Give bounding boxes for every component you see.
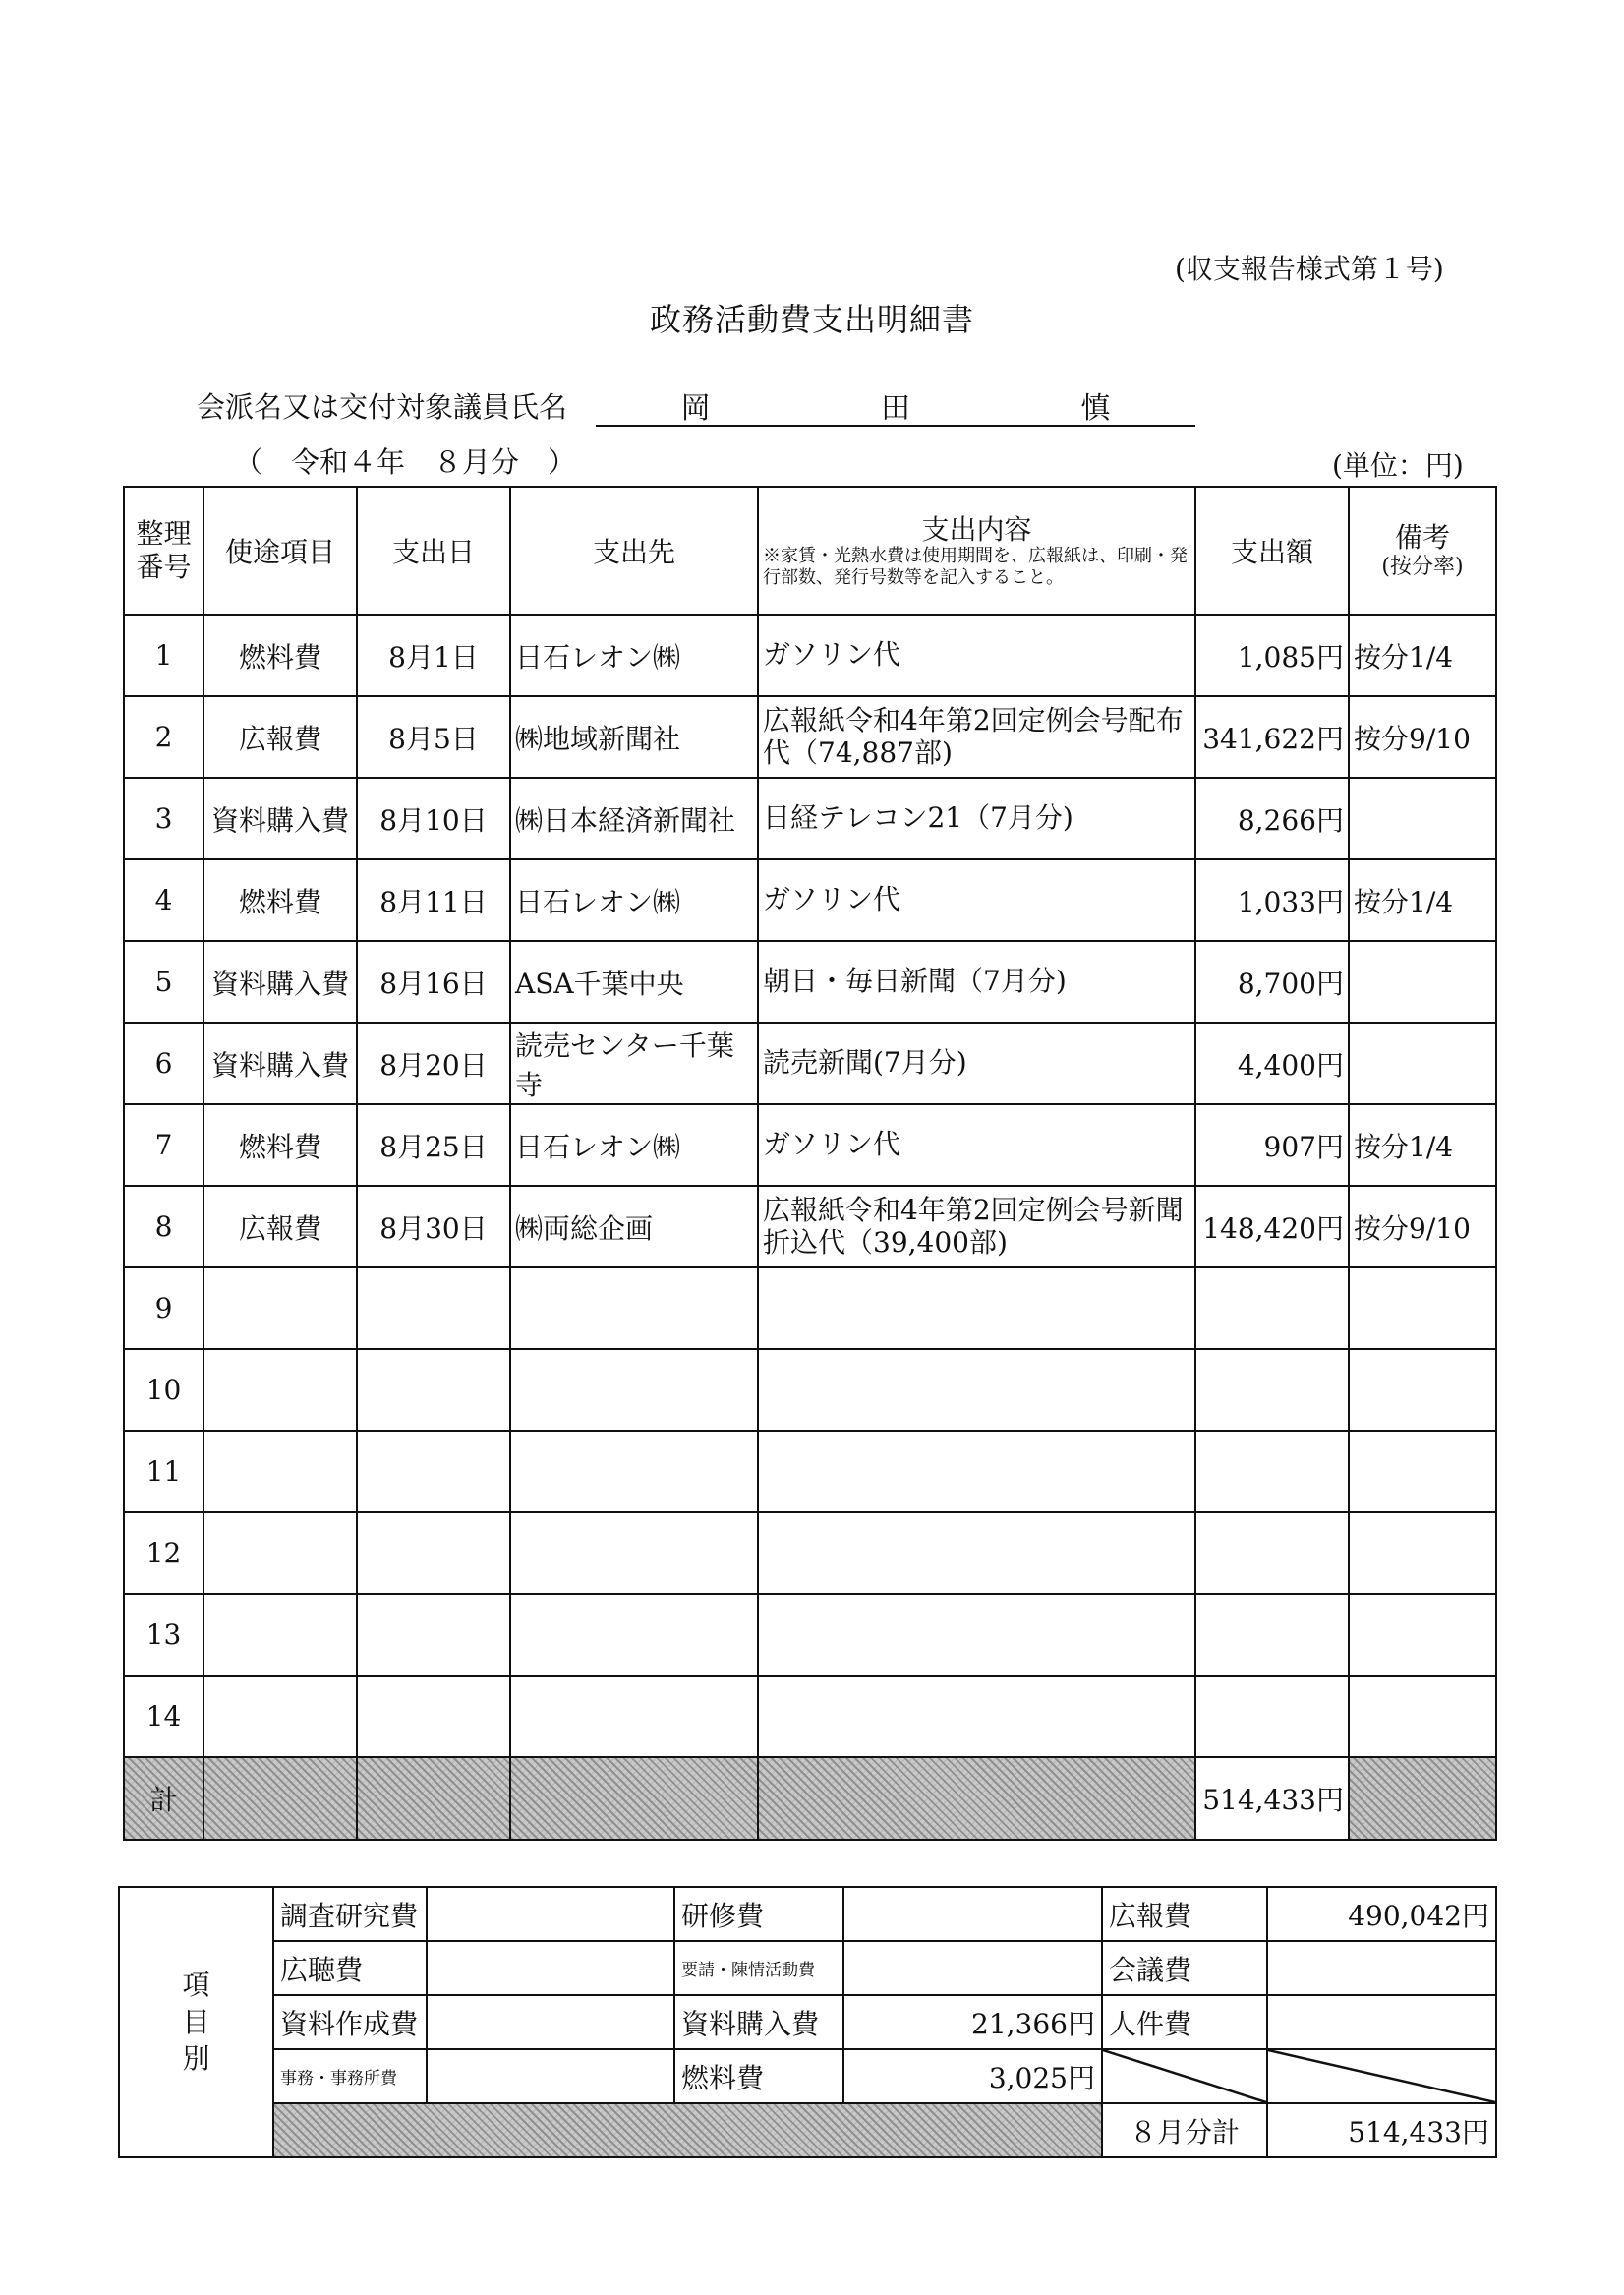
cell-purpose: 燃料費 bbox=[203, 859, 357, 941]
cell-amount: 341,622円 bbox=[1195, 696, 1349, 778]
cell-payee: 読売センター千葉寺 bbox=[510, 1023, 758, 1104]
cell-remarks: 按分1/4 bbox=[1349, 615, 1496, 696]
month-total-value: 514,433円 bbox=[1267, 2103, 1496, 2157]
hatched-cell bbox=[1349, 1757, 1496, 1840]
cell-date bbox=[357, 1594, 510, 1676]
diagonal-blank-cell bbox=[1267, 2049, 1496, 2103]
category-value bbox=[1267, 1941, 1496, 1995]
table-row bbox=[124, 615, 1496, 696]
cell-purpose: 広報費 bbox=[203, 696, 357, 778]
cell-content: 読売新聞(7月分) bbox=[758, 1023, 1195, 1104]
category-label: 人件費 bbox=[1102, 1995, 1267, 2049]
cell-date: 8月25日 bbox=[357, 1104, 510, 1186]
cell-no: 14 bbox=[124, 1676, 203, 1757]
cell-no: 2 bbox=[124, 696, 203, 778]
cell-content: 広報紙令和4年第2回定例会号新聞折込代（39,400部) bbox=[758, 1186, 1195, 1267]
category-label: 会議費 bbox=[1102, 1941, 1267, 1995]
cell-no: 7 bbox=[124, 1104, 203, 1186]
cell-amount bbox=[1195, 1267, 1349, 1349]
total-amount: 514,433円 bbox=[1195, 1757, 1349, 1840]
category-value bbox=[427, 1887, 674, 1941]
hatched-cell bbox=[510, 1757, 758, 1840]
hatched-cell bbox=[203, 1757, 357, 1840]
cell-purpose: 広報費 bbox=[203, 1186, 357, 1267]
cell-payee bbox=[510, 1267, 758, 1349]
category-summary-table bbox=[118, 1886, 1497, 2158]
cell-date bbox=[357, 1676, 510, 1757]
cell-payee bbox=[510, 1594, 758, 1676]
cell-amount: 148,420円 bbox=[1195, 1186, 1349, 1267]
cell-amount: 8,266円 bbox=[1195, 778, 1349, 859]
cell-remarks bbox=[1349, 941, 1496, 1023]
cell-remarks bbox=[1349, 1267, 1496, 1349]
table-row bbox=[124, 1104, 1496, 1186]
category-value bbox=[1267, 1995, 1496, 2049]
col-header-date: 支出日 bbox=[357, 487, 510, 615]
cell-date: 8月30日 bbox=[357, 1186, 510, 1267]
cell-purpose: 燃料費 bbox=[203, 615, 357, 696]
cell-payee: ㈱日本経済新聞社 bbox=[510, 778, 758, 859]
cell-remarks bbox=[1349, 778, 1496, 859]
cell-purpose bbox=[203, 1676, 357, 1757]
category-value: 21,366円 bbox=[843, 1995, 1102, 2049]
cell-payee bbox=[510, 1512, 758, 1594]
category-side-label bbox=[119, 1887, 273, 2157]
month-total-row bbox=[119, 2103, 1496, 2157]
cell-content bbox=[758, 1431, 1195, 1512]
category-label: 広聴費 bbox=[273, 1941, 427, 1995]
category-row bbox=[119, 1941, 1496, 1995]
cell-date: 8月10日 bbox=[357, 778, 510, 859]
cell-purpose bbox=[203, 1349, 357, 1431]
cell-content bbox=[758, 1676, 1195, 1757]
cell-no: 5 bbox=[124, 941, 203, 1023]
cell-purpose bbox=[203, 1594, 357, 1676]
cell-amount: 1,033円 bbox=[1195, 859, 1349, 941]
table-row bbox=[124, 696, 1496, 778]
cell-amount bbox=[1195, 1512, 1349, 1594]
table-row bbox=[124, 941, 1496, 1023]
cell-amount bbox=[1195, 1594, 1349, 1676]
category-label: 広報費 bbox=[1102, 1887, 1267, 1941]
hatched-cell bbox=[758, 1757, 1195, 1840]
cell-content bbox=[758, 1594, 1195, 1676]
cell-content: ガソリン代 bbox=[758, 615, 1195, 696]
category-label: 要請・陳情活動費 bbox=[674, 1941, 843, 1995]
unit-label: (単位：円) bbox=[1332, 449, 1464, 482]
cell-payee: ㈱両総企画 bbox=[510, 1186, 758, 1267]
cell-payee: 日石レオン㈱ bbox=[510, 1104, 758, 1186]
table-row bbox=[124, 1594, 1496, 1676]
cell-date bbox=[357, 1431, 510, 1512]
cell-date bbox=[357, 1267, 510, 1349]
table-row bbox=[124, 1349, 1496, 1431]
cell-remarks bbox=[1349, 1676, 1496, 1757]
cell-no: 13 bbox=[124, 1594, 203, 1676]
col-header-number: 整理 番号 bbox=[124, 487, 203, 615]
category-label: 資料購入費 bbox=[674, 1995, 843, 2049]
category-value bbox=[843, 1941, 1102, 1995]
cell-remarks: 按分1/4 bbox=[1349, 1104, 1496, 1186]
cell-remarks: 按分9/10 bbox=[1349, 696, 1496, 778]
category-label: 燃料費 bbox=[674, 2049, 843, 2103]
cell-content bbox=[758, 1512, 1195, 1594]
cell-payee bbox=[510, 1349, 758, 1431]
table-row bbox=[124, 1676, 1496, 1757]
table-row bbox=[124, 1023, 1496, 1104]
category-row bbox=[119, 1887, 1496, 1941]
cell-no: 11 bbox=[124, 1431, 203, 1512]
cell-no: 3 bbox=[124, 778, 203, 859]
cell-no: 1 bbox=[124, 615, 203, 696]
cell-content: ガソリン代 bbox=[758, 859, 1195, 941]
side-label-char: 項 bbox=[182, 1968, 210, 2001]
category-label: 研修費 bbox=[674, 1887, 843, 1941]
cell-purpose: 資料購入費 bbox=[203, 941, 357, 1023]
cell-content: ガソリン代 bbox=[758, 1104, 1195, 1186]
cell-remarks bbox=[1349, 1594, 1496, 1676]
table-row bbox=[124, 1512, 1496, 1594]
cell-date: 8月16日 bbox=[357, 941, 510, 1023]
col-header-content: 支出内容 ※家賃・光熱水費は使用期間を、広報紙は、印刷・発行部数、発行号数等を記入すること。 bbox=[758, 487, 1195, 615]
cell-date: 8月20日 bbox=[357, 1023, 510, 1104]
member-name-char: 岡 bbox=[680, 391, 711, 426]
cell-date bbox=[357, 1349, 510, 1431]
side-label-char: 目 bbox=[182, 2005, 210, 2038]
cell-amount bbox=[1195, 1349, 1349, 1431]
cell-payee: ASA千葉中央 bbox=[510, 941, 758, 1023]
table-row bbox=[124, 778, 1496, 859]
side-label-char: 別 bbox=[182, 2042, 210, 2076]
cell-payee bbox=[510, 1676, 758, 1757]
category-label: 調査研究費 bbox=[273, 1887, 427, 1941]
cell-amount: 4,400円 bbox=[1195, 1023, 1349, 1104]
form-number: (収支報告様式第１号) bbox=[1175, 253, 1444, 285]
content-note: ※家賃・光熱水費は使用期間を、広報紙は、印刷・発行部数、発行号数等を記入すること。 bbox=[763, 546, 1188, 588]
category-label: 資料作成費 bbox=[273, 1995, 427, 2049]
table-row bbox=[124, 1186, 1496, 1267]
hatched-cell bbox=[273, 2103, 1102, 2157]
cell-payee: ㈱地域新聞社 bbox=[510, 696, 758, 778]
member-name-char: 慎 bbox=[1080, 391, 1111, 426]
cell-amount: 907円 bbox=[1195, 1104, 1349, 1186]
cell-date: 8月11日 bbox=[357, 859, 510, 941]
member-name-char: 田 bbox=[880, 391, 910, 426]
cell-remarks bbox=[1349, 1431, 1496, 1512]
col-header-remarks: 備考 (按分率) bbox=[1349, 487, 1496, 615]
cell-no: 4 bbox=[124, 859, 203, 941]
cell-remarks: 按分9/10 bbox=[1349, 1186, 1496, 1267]
cell-amount bbox=[1195, 1431, 1349, 1512]
cell-purpose bbox=[203, 1512, 357, 1594]
col-header-amount: 支出額 bbox=[1195, 487, 1349, 615]
cell-payee: 日石レオン㈱ bbox=[510, 859, 758, 941]
cell-purpose: 燃料費 bbox=[203, 1104, 357, 1186]
cell-purpose: 資料購入費 bbox=[203, 1023, 357, 1104]
category-row bbox=[119, 2049, 1496, 2103]
category-value bbox=[427, 1995, 674, 2049]
cell-content: 日経テレコン21（7月分) bbox=[758, 778, 1195, 859]
total-row bbox=[124, 1757, 1496, 1840]
cell-content: 朝日・毎日新聞（7月分) bbox=[758, 941, 1195, 1023]
reporting-period: （ 令和４年 ８月分 ） bbox=[234, 445, 577, 479]
cell-payee bbox=[510, 1431, 758, 1512]
cell-content bbox=[758, 1349, 1195, 1431]
cell-no: 9 bbox=[124, 1267, 203, 1349]
table-row bbox=[124, 1267, 1496, 1349]
expense-table bbox=[123, 486, 1497, 1841]
cell-date: 8月5日 bbox=[357, 696, 510, 778]
cell-content: 広報紙令和4年第2回定例会号配布代（74,887部) bbox=[758, 696, 1195, 778]
cell-no: 12 bbox=[124, 1512, 203, 1594]
category-value bbox=[427, 2049, 674, 2103]
cell-date bbox=[357, 1512, 510, 1594]
table-row bbox=[124, 859, 1496, 941]
category-value bbox=[843, 1887, 1102, 1941]
col-header-payee: 支出先 bbox=[510, 487, 758, 615]
cell-remarks bbox=[1349, 1023, 1496, 1104]
document-title: 政務活動費支出明細書 bbox=[649, 301, 974, 338]
cell-purpose: 資料購入費 bbox=[203, 778, 357, 859]
category-row bbox=[119, 1995, 1496, 2049]
table-row bbox=[124, 1431, 1496, 1512]
month-total-label: ８月分計 bbox=[1102, 2103, 1267, 2157]
member-name bbox=[596, 383, 1195, 427]
table-header-row bbox=[124, 487, 1496, 615]
cell-payee: 日石レオン㈱ bbox=[510, 615, 758, 696]
cell-no: 8 bbox=[124, 1186, 203, 1267]
category-value: 490,042円 bbox=[1267, 1887, 1496, 1941]
total-label: 計 bbox=[124, 1757, 203, 1840]
cell-amount: 1,085円 bbox=[1195, 615, 1349, 696]
cell-remarks bbox=[1349, 1512, 1496, 1594]
cell-purpose bbox=[203, 1431, 357, 1512]
diagonal-blank-cell bbox=[1102, 2049, 1267, 2103]
cell-amount: 8,700円 bbox=[1195, 941, 1349, 1023]
name-label: 会派名又は交付対象議員氏名 bbox=[197, 390, 568, 424]
cell-purpose bbox=[203, 1267, 357, 1349]
category-value bbox=[427, 1941, 674, 1995]
category-value: 3,025円 bbox=[843, 2049, 1102, 2103]
col-header-purpose: 使途項目 bbox=[203, 487, 357, 615]
cell-no: 6 bbox=[124, 1023, 203, 1104]
cell-no: 10 bbox=[124, 1349, 203, 1431]
expense-rows bbox=[124, 615, 1496, 1757]
cell-remarks bbox=[1349, 1349, 1496, 1431]
cell-date: 8月1日 bbox=[357, 615, 510, 696]
category-label: 事務・事務所費 bbox=[273, 2049, 427, 2103]
cell-amount bbox=[1195, 1676, 1349, 1757]
cell-content bbox=[758, 1267, 1195, 1349]
cell-remarks: 按分1/4 bbox=[1349, 859, 1496, 941]
hatched-cell bbox=[357, 1757, 510, 1840]
name-underline bbox=[596, 425, 1195, 427]
